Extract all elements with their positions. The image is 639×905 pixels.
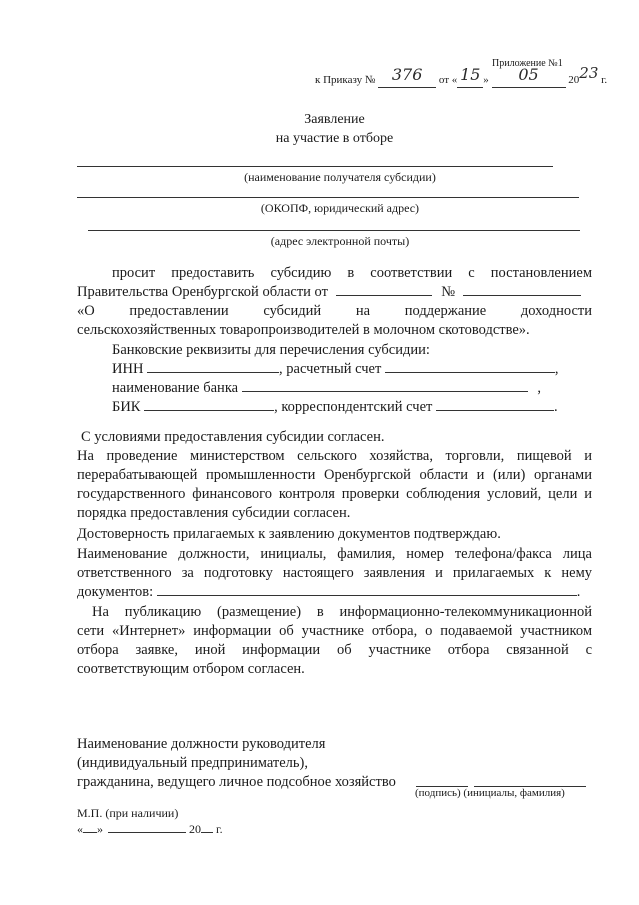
decree-date-blank <box>336 283 432 296</box>
corr-label: , корреспондентский счет <box>274 399 433 415</box>
okopf-caption: (ОКОПФ, юридический адрес) <box>260 201 420 215</box>
bank-heading: Банковские реквизиты для перечисления субсидии: <box>112 342 430 358</box>
date-close-quote: » <box>97 822 103 836</box>
date-row <box>77 822 223 837</box>
signature-position-line3: гражданина, ведущего личное подсобное хозяйство <box>77 774 396 790</box>
request-line1: просит предоставить субсидию в соответствии с постановлением <box>112 265 592 281</box>
responsible-period: . <box>576 584 581 600</box>
date-day-blank <box>83 822 97 833</box>
inspection-line1: На проведение министерством сельского хозяйства, торговли, пищевой и <box>77 448 592 464</box>
inspection-line3: государственного финансового контроля проверки соблюдения условий, цели и <box>77 486 592 502</box>
signature-caption: (подпись) (инициалы, фамилия) <box>415 787 565 799</box>
bank-name-blank <box>242 379 528 392</box>
inn-row-comma: , <box>554 361 559 377</box>
bank-name-row <box>112 379 582 399</box>
order-number: 376 <box>391 65 423 84</box>
stamp-label: М.П. (при наличии) <box>77 806 179 820</box>
from-label: от « <box>438 74 458 86</box>
year-prefix: 20 <box>568 74 580 86</box>
year-suffix: 23 <box>579 64 599 82</box>
publication-line1: На публикацию (размещение) в информационно-телекоммуникационной <box>92 604 592 620</box>
date-year-blank <box>201 822 213 833</box>
day-field <box>457 65 483 88</box>
appendix-label: Приложение №1 <box>492 58 563 69</box>
bik-blank <box>144 398 274 411</box>
title-line1: Заявление <box>304 112 365 127</box>
signature-position-line2: (индивидуальный предприниматель), <box>77 755 308 771</box>
responsible-line2: ответственного за подготовку настоящего заявления и прилагаемых к нему <box>77 565 592 581</box>
conditions-agree: С условиями предоставления субсидии согласен. <box>81 429 385 445</box>
publication-line3: отбора заявке, иной информации об участнике отбора связанной с <box>77 642 592 658</box>
month-field <box>492 65 566 88</box>
signature-position-line1: Наименование должности руководителя <box>77 736 326 752</box>
order-line: к Приказу № 376 от « 15 » 05 2023 г. <box>315 64 608 86</box>
request-line4: сельскохозяйственных товаропроизводителей в молочном скотоводстве». <box>77 322 530 338</box>
month: 05 <box>518 65 539 84</box>
bik-label: БИК <box>112 399 141 415</box>
date-month-blank <box>108 822 186 833</box>
request-gov-label: Правительства Оренбургской области от <box>77 284 328 300</box>
inn-label: ИНН <box>112 361 144 377</box>
date-open-quote: « <box>77 822 83 836</box>
corr-blank <box>436 398 554 411</box>
responsible-line1: Наименование должности, инициалы, фамилия, номер телефона/факса лица <box>77 546 592 562</box>
publication-line4: соответствующим отбором согласен. <box>77 661 305 677</box>
email-caption: (адрес электронной почты) <box>270 234 410 248</box>
bik-row-period: . <box>553 399 558 415</box>
responsible-blank <box>157 583 577 596</box>
date-year-prefix: 20 <box>189 822 201 836</box>
account-blank <box>385 360 555 373</box>
okopf-line <box>77 197 579 198</box>
year-end: г. <box>601 74 608 86</box>
email-line <box>88 230 580 231</box>
responsible-line3 <box>77 583 617 603</box>
decree-number-label: № <box>441 284 456 300</box>
day: 15 <box>460 65 481 84</box>
date-year-end: г. <box>216 822 223 836</box>
bank-inn-row <box>112 360 582 380</box>
authenticity-line: Достоверность прилагаемых к заявлению документов подтверждаю. <box>77 526 501 542</box>
title-line2: на участие в отборе <box>275 131 394 146</box>
inspection-line4: порядка предоставления субсидии согласен. <box>77 505 351 521</box>
decree-number-blank <box>463 283 581 296</box>
bank-bik-row <box>112 398 582 418</box>
publication-line2: сети «Интернет» информации об участнике отбора, о подаваемой участником <box>77 623 592 639</box>
inn-blank <box>147 360 279 373</box>
request-line3: «О предоставлении субсидий на поддержание доходности <box>77 303 592 319</box>
order-prefix: к Приказу № <box>315 74 376 86</box>
recipient-name-line <box>77 166 553 167</box>
bank-name-comma: , <box>537 380 541 396</box>
request-line2 <box>77 283 592 303</box>
account-label: , расчетный счет <box>279 361 382 377</box>
inspection-line2: перерабатывающей промышленности Оренбургской области и (или) органами <box>77 467 592 483</box>
recipient-name-caption: (наименование получателя субсидии) <box>244 170 436 184</box>
order-number-field <box>378 65 436 88</box>
documents-label: документов: <box>77 584 154 600</box>
bank-name-label: наименование банка <box>112 380 239 396</box>
